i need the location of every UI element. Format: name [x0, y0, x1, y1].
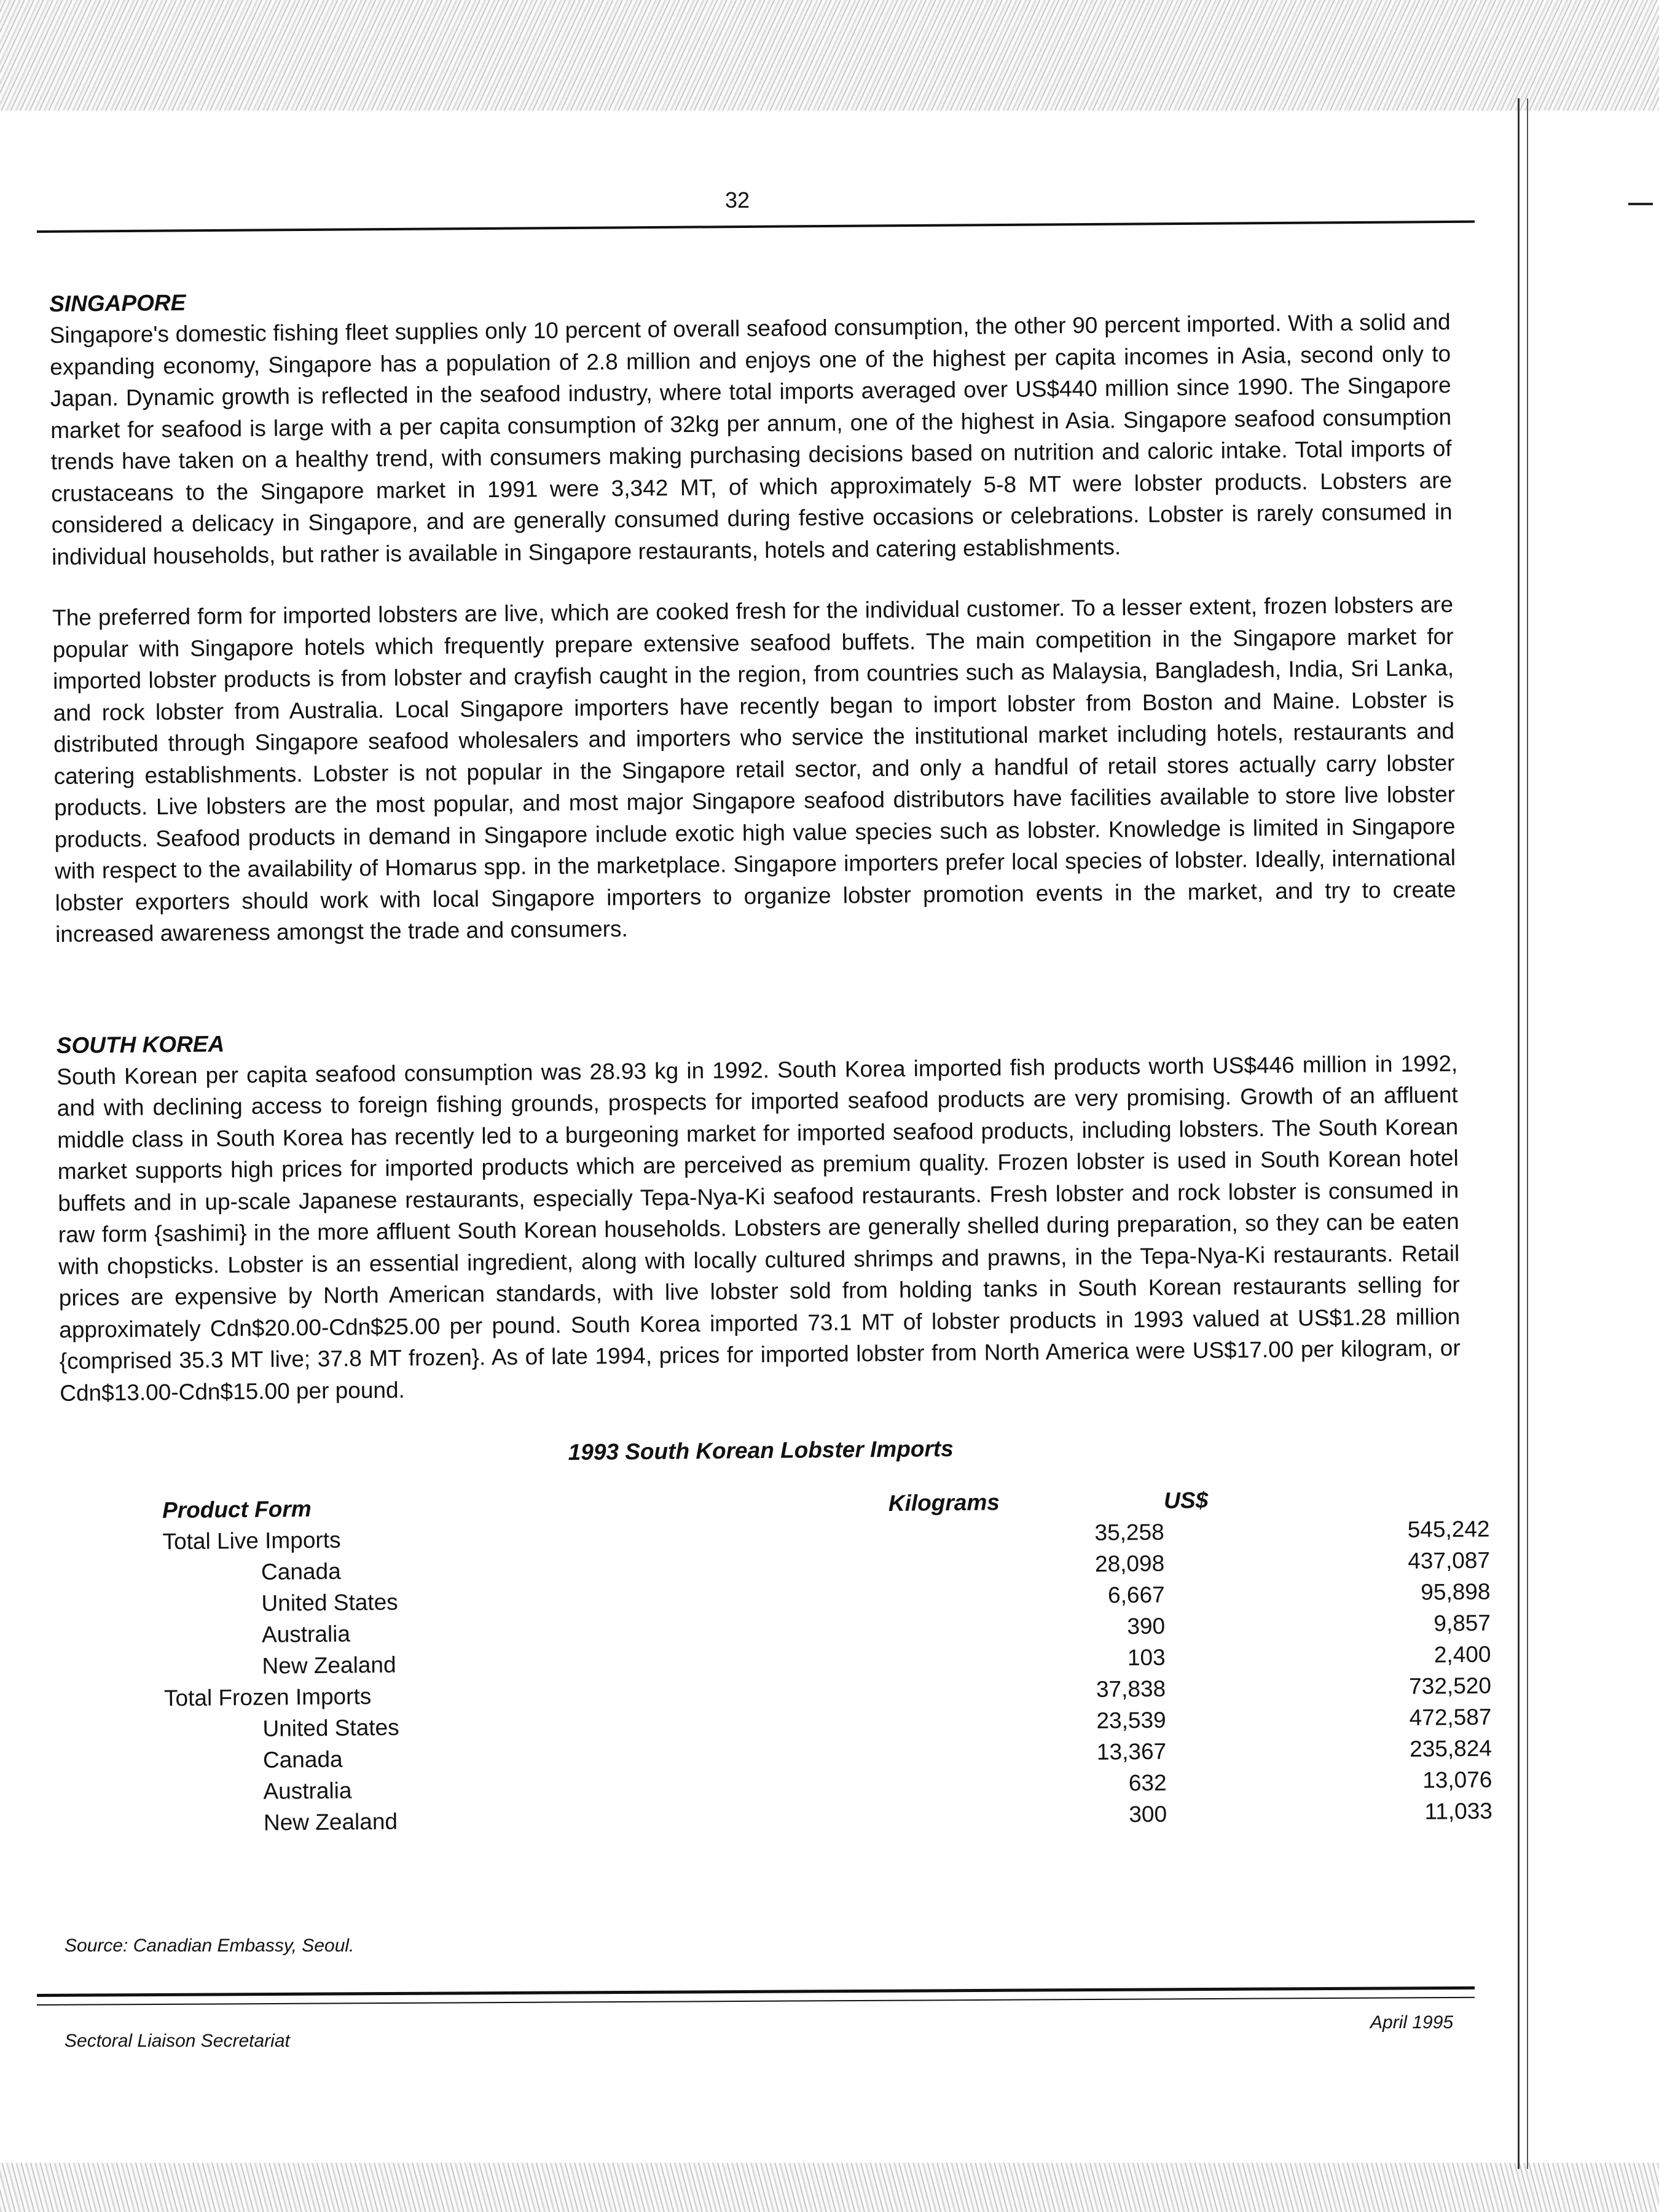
header-rule	[37, 221, 1475, 233]
usd-cell: 732,520	[1408, 1673, 1492, 1699]
usd-cell: 545,242	[1407, 1516, 1490, 1542]
header-product-form: Product Form	[162, 1496, 312, 1523]
usd-cell: 235,824	[1409, 1735, 1492, 1762]
singapore-paragraph-1: Singapore's domestic fishing fleet supplies only 10 percent of overall seafood consumption, the other 90 percent imported. With a solid and expanding economy, Singapore has a population of 2.8 million and enjoys one of the highest per capita incomes in Asia, second only to Japan. Dynamic growth is reflected in the seafood industry, where total imports averaged over US$440 million since 1990. The Singapore market for seafood is large with a per capita consumption of 32kg per annum, one of the highest in Asia. Singapore seafood consumption trends have taken on a healthy trend, with consumers making purchasing decisions based on nutrition and caloric intake. Total imports of crustaceans to the Singapore market in 1991 were 3,342 MT, of which approximately 5-8 MT were lobster products. Lobsters are considered a delicacy in Singapore, and are generally consumed during festive occasions or celebrations. Lobster is rarely consumed in individual households, but rather is available in Singapore restaurants, hotels and catering establishments.	[49, 309, 1453, 570]
usd-cell: 472,587	[1409, 1704, 1492, 1730]
kilograms-cell: 103	[1127, 1644, 1166, 1671]
product-form-cell: Total Frozen Imports	[163, 1684, 372, 1711]
kilograms-cell: 13,367	[1096, 1738, 1167, 1765]
product-form-cell: United States	[262, 1714, 399, 1741]
product-form-cell: Australia	[261, 1621, 351, 1647]
section-heading-singapore: SINGAPORE	[49, 289, 186, 316]
footer-left: Sectoral Liaison Secretariat	[65, 2031, 290, 2051]
kilograms-cell: 390	[1127, 1613, 1166, 1639]
usd-cell: 11,033	[1424, 1798, 1493, 1824]
scan-noise-top	[0, 0, 1659, 111]
singapore-paragraph-2: The preferred form for imported lobsters are live, which are cooked fresh for the individual customer. To a lesser extent, frozen lobsters are popular with Singapore hotels which frequently prepare extensive seafood buffets. The main competition in the Singapore market for imported lobster products is from lobster and crayfish caught in the region, from countries such as Malaysia, Bangladesh, India, Sri Lanka, and rock lobster from Australia. Local Singapore importers have recently began to import lobster from Boston and Maine. Lobster is distributed through Singapore seafood wholesalers and importers who service the institutional market including hotels, restaurants and catering establishments. Lobster is not popular in the Singapore retail sector, and only a handful of retail stores actually carry lobster products. Live lobsters are the most popular, and most major Singapore seafood distributors have facilities available to store live lobster products. Seafood products in demand in Singapore include exotic high value species such as lobster. Knowledge is limited in Singapore with respect to the availability of Homarus spp. in the marketplace. Singapore importers prefer local species of lobster. Ideally, international lobster exporters should work with local Singapore importers to organize lobster promotion events in the market, and try to create increased awareness amongst the trade and consumers.	[52, 592, 1456, 947]
usd-cell: 13,076	[1422, 1767, 1492, 1793]
table-source: Source: Canadian Embassy, Seoul.	[65, 1936, 355, 1956]
product-form-cell: New Zealand	[263, 1808, 398, 1835]
table-title: 1993 South Korean Lobster Imports	[568, 1435, 954, 1465]
usd-cell: 2,400	[1433, 1641, 1491, 1668]
footer-rule-thick	[37, 1986, 1475, 1997]
section-gap	[55, 937, 1457, 1030]
kilograms-cell: 300	[1129, 1801, 1167, 1827]
kilograms-cell: 35,258	[1094, 1519, 1164, 1545]
header-usd: US$	[1163, 1487, 1209, 1513]
product-form-cell: Canada	[262, 1746, 343, 1773]
kilograms-cell: 23,539	[1096, 1707, 1166, 1733]
kilograms-cell: 632	[1128, 1770, 1167, 1796]
kilograms-cell: 28,098	[1094, 1550, 1165, 1577]
product-form-cell: Canada	[261, 1558, 341, 1585]
page-number: 32	[724, 187, 750, 213]
footer-right: April 1995	[1370, 2012, 1454, 2033]
product-form-cell: Australia	[263, 1778, 352, 1804]
usd-cell: 437,087	[1408, 1547, 1491, 1574]
lobster-imports-table	[162, 1483, 1492, 1840]
document-body	[49, 275, 1493, 1840]
page-edge	[1518, 98, 1528, 2169]
kilograms-cell: 37,838	[1096, 1676, 1166, 1702]
south-korea-paragraph-1: South Korean per capita seafood consumption was 28.93 kg in 1992. South Korea imported fish products worth US$446 million in 1992, and with declining access to foreign fishing grounds, prospects for imported seafood products are very promising. Growth of an affluent middle class in South Korea has recently led to a burgeoning market for imported seafood products, including lobsters. The South Korean market supports high prices for imported products which are perceived as premium quality. Frozen lobster is used in South Korean hotel buffets and in up-scale Japanese restaurants, especially Tepa-Nya-Ki seafood restaurants. Fresh lobster and rock lobster is consumed in raw form {sashimi} in the more affluent South Korean households. Lobsters are generally shelled during preparation, so they can be eaten with chopsticks. Lobster is an essential ingredient, along with locally cultured shrimps and prawns, in the Tepa-Nya-Ki restaurants. Retail prices are expensive by North American standards, with live lobster sold from holding tanks in South Korean restaurants selling for approximately Cdn$20.00-Cdn$25.00 per pound. South Korea imported 73.1 MT of lobster products in 1993 valued at US$1.28 million {comprised 35.3 MT live; 37.8 MT frozen}. As of late 1994, prices for imported lobster from North America were US$17.00 per kilogram, or Cdn$13.00-Cdn$15.00 per pound.	[57, 1050, 1461, 1406]
footer-rule-thin	[37, 1997, 1475, 2006]
kilograms-cell: 6,667	[1107, 1582, 1165, 1608]
product-form-cell: United States	[261, 1589, 398, 1616]
usd-cell: 95,898	[1421, 1579, 1491, 1605]
product-form-cell: New Zealand	[262, 1652, 396, 1679]
header-kilograms: Kilograms	[888, 1489, 1000, 1516]
scan-noise-bottom	[0, 2163, 1659, 2212]
product-form-cell: Total Live Imports	[162, 1527, 341, 1555]
usd-cell: 9,857	[1433, 1610, 1491, 1636]
section-heading-south-korea: SOUTH KOREA	[56, 1030, 225, 1058]
edge-mark	[1628, 203, 1653, 205]
